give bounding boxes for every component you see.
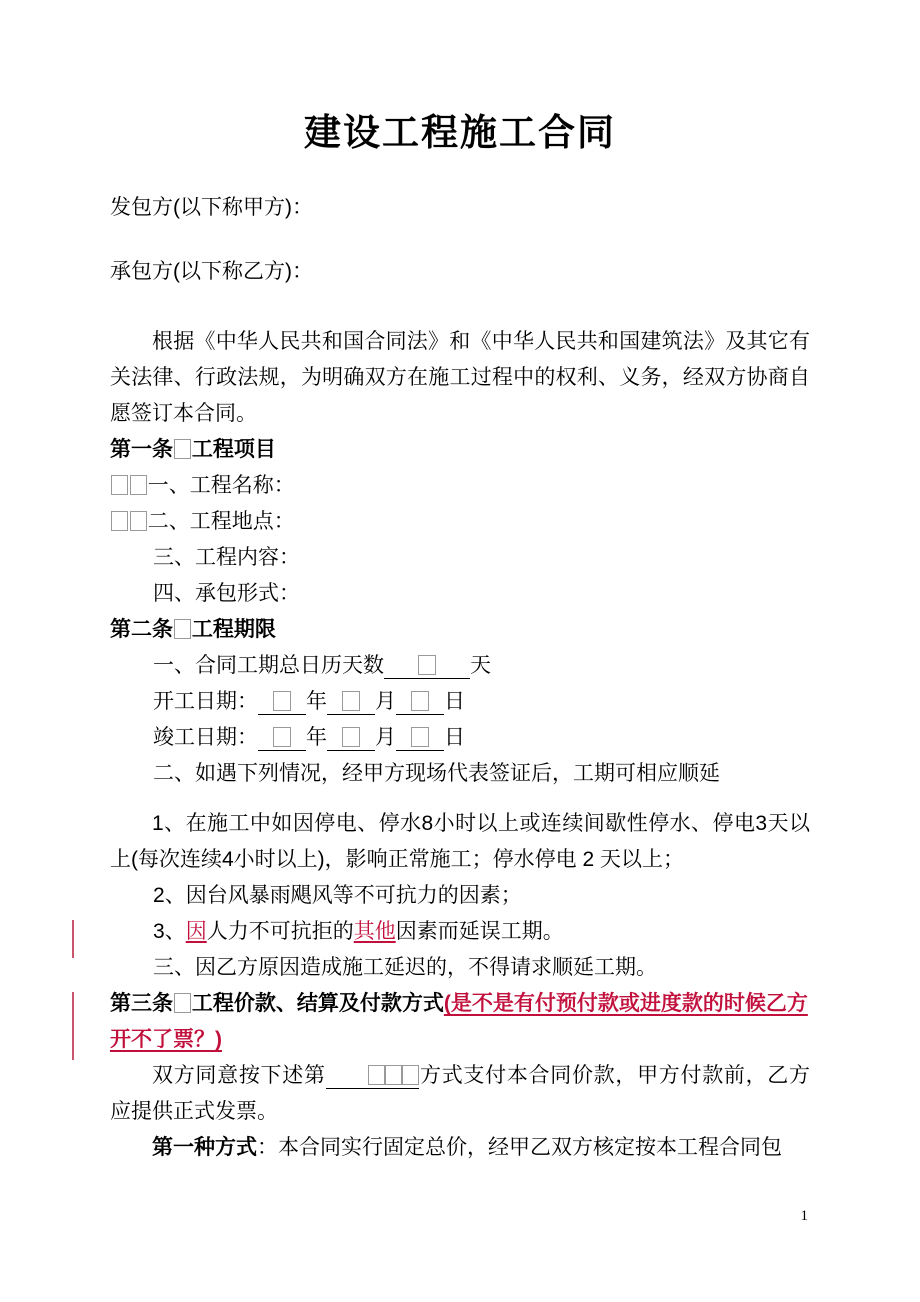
clause-2-sub-1: 1、在施工中如因停电、停水8小时以上或连续间歇性停水、停电3天以上(每次连续4小时以上)，影响正常施工；停水停电 2 天以上；	[110, 812, 810, 872]
clause-3-heading-prefix: 第三条	[110, 992, 173, 1016]
finish-date-month-blank[interactable]	[327, 726, 375, 751]
clause-2-sub-3	[110, 914, 810, 950]
missing-glyph-box	[130, 511, 147, 530]
clause-2-item-1-prefix: 一、合同工期总日历天数	[153, 654, 385, 678]
missing-glyph-box	[402, 1065, 419, 1084]
clause-1-item-2-label: 二、工程地点：	[147, 510, 295, 534]
missing-glyph-box	[130, 475, 147, 494]
clause-3-paragraph-lead: 双方同意按下述第	[152, 1064, 326, 1088]
start-date-month-blank[interactable]	[327, 690, 375, 715]
tracked-insertion-qita: 其他	[353, 920, 396, 944]
finish-date-label: 竣工日期：	[153, 726, 259, 750]
missing-glyph-box	[411, 727, 428, 746]
clause-3-method-1-label: 第一种方式	[152, 1136, 257, 1160]
clause-3-method-1	[110, 1130, 810, 1166]
day-unit: 日	[444, 726, 466, 750]
clause-1-heading-title: 工程项目	[191, 438, 276, 462]
clause-1-item-4: 四、承包形式：	[153, 582, 301, 606]
payment-method-blank[interactable]	[326, 1064, 420, 1089]
document-body	[110, 0, 810, 1166]
clause-3-review-annotation: (是不是有付预付款或进度款的时候乙方开不了票？)	[110, 992, 808, 1052]
tracked-insertion-yin: 因	[185, 920, 207, 944]
missing-glyph-box	[273, 691, 290, 710]
clause-3-payment-paragraph	[110, 1058, 810, 1130]
clause-1-heading-prefix: 第一条	[110, 438, 173, 462]
total-calendar-days-blank[interactable]	[384, 654, 470, 679]
clause-2-item-1-suffix: 天	[470, 654, 492, 678]
start-date-line	[110, 684, 810, 720]
month-unit: 月	[375, 690, 397, 714]
party-b-line: 承包方(以下称乙方)：	[110, 260, 313, 284]
change-bar-clause3	[72, 992, 74, 1060]
clause-2-heading	[110, 612, 810, 648]
page-number: 1	[800, 1208, 808, 1224]
start-date-year-blank[interactable]	[258, 690, 306, 715]
party-a-line: 发包方(以下称甲方)：	[110, 196, 313, 220]
clause-2-item-1	[110, 648, 810, 684]
missing-glyph-box	[411, 691, 428, 710]
finish-date-year-blank[interactable]	[258, 726, 306, 751]
year-unit: 年	[306, 726, 328, 750]
clause-1-item-3: 三、工程内容：	[153, 546, 301, 570]
preamble-paragraph: 根据《中华人民共和国合同法》和《中华人民共和国建筑法》及其它有关法律、行政法规，为明确双方在施工过程中的权利、义务，经双方协商自愿签订本合同。	[110, 330, 810, 426]
missing-glyph-box	[418, 655, 435, 674]
clause-2-sub-3-lead: 3、	[153, 920, 186, 944]
clause-3-heading	[110, 986, 810, 1058]
start-date-label: 开工日期：	[153, 690, 259, 714]
clause-1-item-2	[110, 504, 810, 540]
missing-glyph-box	[342, 727, 359, 746]
clause-3-paragraph-tail: 方式支付本合同价款，甲方付款前，乙方应提供正式发票。	[110, 1064, 811, 1124]
clause-2-item-2: 二、如遇下列情况，经甲方现场代表签证后，工期可相应顺延	[153, 762, 721, 786]
missing-glyph-box	[111, 475, 128, 494]
month-unit: 月	[375, 726, 397, 750]
missing-glyph-box	[174, 619, 191, 638]
missing-glyph-box	[385, 1065, 402, 1084]
missing-glyph-box	[174, 993, 191, 1012]
clause-2-sub-3-tail: 因素而延误工期。	[395, 920, 564, 944]
finish-date-line	[110, 720, 810, 756]
year-unit: 年	[306, 690, 328, 714]
clause-2-sub-2: 2、因台风暴雨飓风等不可抗力的因素；	[153, 884, 522, 908]
change-bar-item3	[72, 920, 74, 958]
clause-1-item-1-label: 一、工程名称：	[147, 474, 295, 498]
clause-2-sub-3-mid: 人力不可抗拒的	[206, 920, 354, 944]
finish-date-day-blank[interactable]	[396, 726, 444, 751]
missing-glyph-box	[273, 727, 290, 746]
missing-glyph-box	[111, 511, 128, 530]
clause-2-item-3: 三、因乙方原因造成施工延迟的，不得请求顺延工期。	[153, 956, 658, 980]
clause-1-heading	[110, 432, 810, 468]
clause-2-heading-title: 工程期限	[191, 618, 276, 642]
clause-2-heading-prefix: 第二条	[110, 618, 173, 642]
start-date-day-blank[interactable]	[396, 690, 444, 715]
clause-3-method-1-text: ：本合同实行固定总价，经甲乙双方核定按本工程合同包	[257, 1136, 782, 1160]
day-unit: 日	[444, 690, 466, 714]
page-title: 建设工程施工合同	[304, 112, 616, 153]
missing-glyph-box	[174, 439, 191, 458]
clause-3-heading-title: 工程价款、结算及付款方式	[191, 992, 444, 1016]
clause-1-item-1	[110, 468, 810, 504]
missing-glyph-box	[368, 1065, 385, 1084]
missing-glyph-box	[342, 691, 359, 710]
